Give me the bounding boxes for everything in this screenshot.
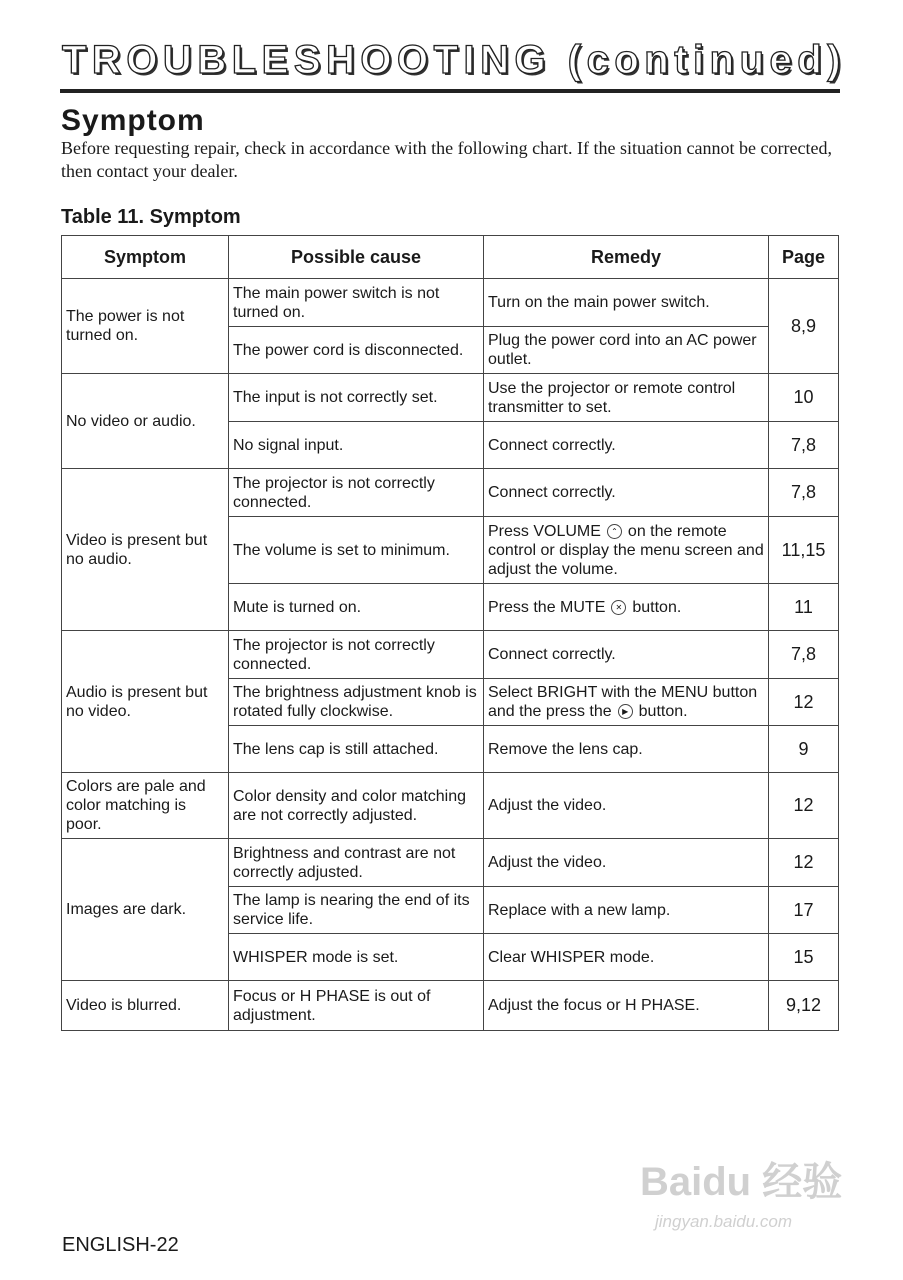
remedy-text: Connect correctly. — [488, 646, 616, 663]
remedy-text-after: button. — [638, 703, 688, 720]
remedy-text: Clear WHISPER mode. — [488, 948, 655, 966]
page-cell: 10 — [769, 374, 839, 422]
remedy-cell — [484, 584, 769, 631]
cause-cell: Color density and color matching are not correctly adjusted. — [229, 773, 484, 839]
cause-cell: The lens cap is still attached. — [229, 726, 484, 773]
symptom-cell: Colors are pale and color matching is poor. — [62, 773, 229, 839]
remedy-text: Connect correctly. — [488, 484, 616, 501]
remedy-cell — [484, 631, 769, 679]
right-arrow-button-icon: ▶ — [618, 704, 633, 719]
mute-icon: ✕ — [611, 600, 626, 615]
remedy-text: Select BRIGHT with the MENU button and the press the — [488, 684, 758, 720]
table-header-row — [62, 236, 839, 279]
header-page: Page — [769, 236, 839, 279]
table-row — [62, 279, 839, 327]
cause-cell: Brightness and contrast are not correctly adjusted. — [229, 839, 484, 887]
symptom-cell: No video or audio. — [62, 374, 229, 469]
remedy-cell — [484, 374, 769, 422]
cause-cell: Focus or H PHASE is out of adjustment. — [229, 981, 484, 1031]
remedy-cell — [484, 279, 769, 327]
remedy-cell — [484, 839, 769, 887]
remedy-cell — [484, 726, 769, 773]
remedy-text: Turn on the main power switch. — [488, 294, 710, 311]
remedy-text: Adjust the video. — [488, 797, 607, 814]
table-row — [62, 469, 839, 517]
remedy-text: Replace with a new lamp. — [488, 901, 671, 919]
cause-cell: The power cord is disconnected. — [229, 327, 484, 374]
volume-up-icon: ⌃ — [607, 524, 622, 539]
page-cell: 15 — [769, 934, 839, 981]
header-possible-cause: Possible cause — [229, 236, 484, 279]
cause-cell: WHISPER mode is set. — [229, 934, 484, 981]
symptom-table — [61, 235, 839, 1031]
page-cell: 12 — [769, 679, 839, 726]
page-cell: 7,8 — [769, 631, 839, 679]
watermark-logo: Baidu 经验 — [640, 1160, 843, 1204]
page-cell: 9,12 — [769, 981, 839, 1031]
page-cell: 17 — [769, 887, 839, 934]
table-row — [62, 981, 839, 1031]
symptom-cell: Video is blurred. — [62, 981, 229, 1031]
page-cell: 12 — [769, 839, 839, 887]
remedy-cell — [484, 773, 769, 839]
cause-cell: The input is not correctly set. — [229, 374, 484, 422]
page-cell: 11,15 — [769, 517, 839, 584]
title-rule — [60, 89, 840, 93]
symptom-cell: Audio is present but no video. — [62, 631, 229, 773]
remedy-cell — [484, 422, 769, 469]
symptom-cell: The power is not turned on. — [62, 279, 229, 374]
remedy-text: Adjust the focus or H PHASE. — [488, 997, 700, 1014]
page-cell: 7,8 — [769, 469, 839, 517]
remedy-cell — [484, 517, 769, 584]
page-footer: ENGLISH-22 — [62, 1234, 179, 1256]
cause-cell: The lamp is nearing the end of its service life. — [229, 887, 484, 934]
remedy-text: Press VOLUME — [488, 522, 601, 540]
symptom-cell: Images are dark. — [62, 839, 229, 981]
remedy-text: Connect correctly. — [488, 436, 616, 454]
header-symptom: Symptom — [62, 236, 229, 279]
cause-cell: The main power switch is not turned on. — [229, 279, 484, 327]
table-caption: Table 11. Symptom — [61, 206, 241, 228]
page-cell: 8,9 — [769, 279, 839, 374]
remedy-text: Use the projector or remote control transmitter to set. — [488, 379, 736, 416]
watermark-url: jingyan.baidu.com — [655, 1212, 793, 1231]
remedy-text-after: button. — [632, 598, 682, 616]
cause-cell: The projector is not correctly connected. — [229, 469, 484, 517]
cause-cell: No signal input. — [229, 422, 484, 469]
intro-paragraph: Before requesting repair, check in accordance with the following chart. If the situation cannot be corrected, then contact your dealer. — [61, 138, 832, 181]
table-row — [62, 374, 839, 422]
symptom-cell: Video is present but no audio. — [62, 469, 229, 631]
header-remedy: Remedy — [484, 236, 769, 279]
remedy-cell — [484, 981, 769, 1031]
page-cell: 9 — [769, 726, 839, 773]
remedy-text: Plug the power cord into an AC power outlet. — [488, 332, 757, 368]
remedy-text: Adjust the video. — [488, 854, 607, 871]
remedy-cell — [484, 327, 769, 374]
page-cell: 7,8 — [769, 422, 839, 469]
page-cell: 11 — [769, 584, 839, 631]
page-title: TROUBLESHOOTING (continued) — [62, 38, 847, 82]
section-title: Symptom — [61, 104, 205, 137]
cause-cell: The brightness adjustment knob is rotated fully clockwise. — [229, 679, 484, 726]
table-row — [62, 773, 839, 839]
remedy-text: Press the MUTE — [488, 598, 606, 616]
page-cell: 12 — [769, 773, 839, 839]
remedy-text-after: on the remote control or display the menu screen and adjust the volume. — [488, 522, 764, 578]
remedy-cell — [484, 679, 769, 726]
cause-cell: Mute is turned on. — [229, 584, 484, 631]
remedy-cell — [484, 887, 769, 934]
cause-cell: The projector is not correctly connected. — [229, 631, 484, 679]
remedy-cell — [484, 469, 769, 517]
table-row — [62, 631, 839, 679]
table-row — [62, 839, 839, 887]
remedy-text: Remove the lens cap. — [488, 740, 643, 758]
cause-cell: The volume is set to minimum. — [229, 517, 484, 584]
remedy-cell — [484, 934, 769, 981]
